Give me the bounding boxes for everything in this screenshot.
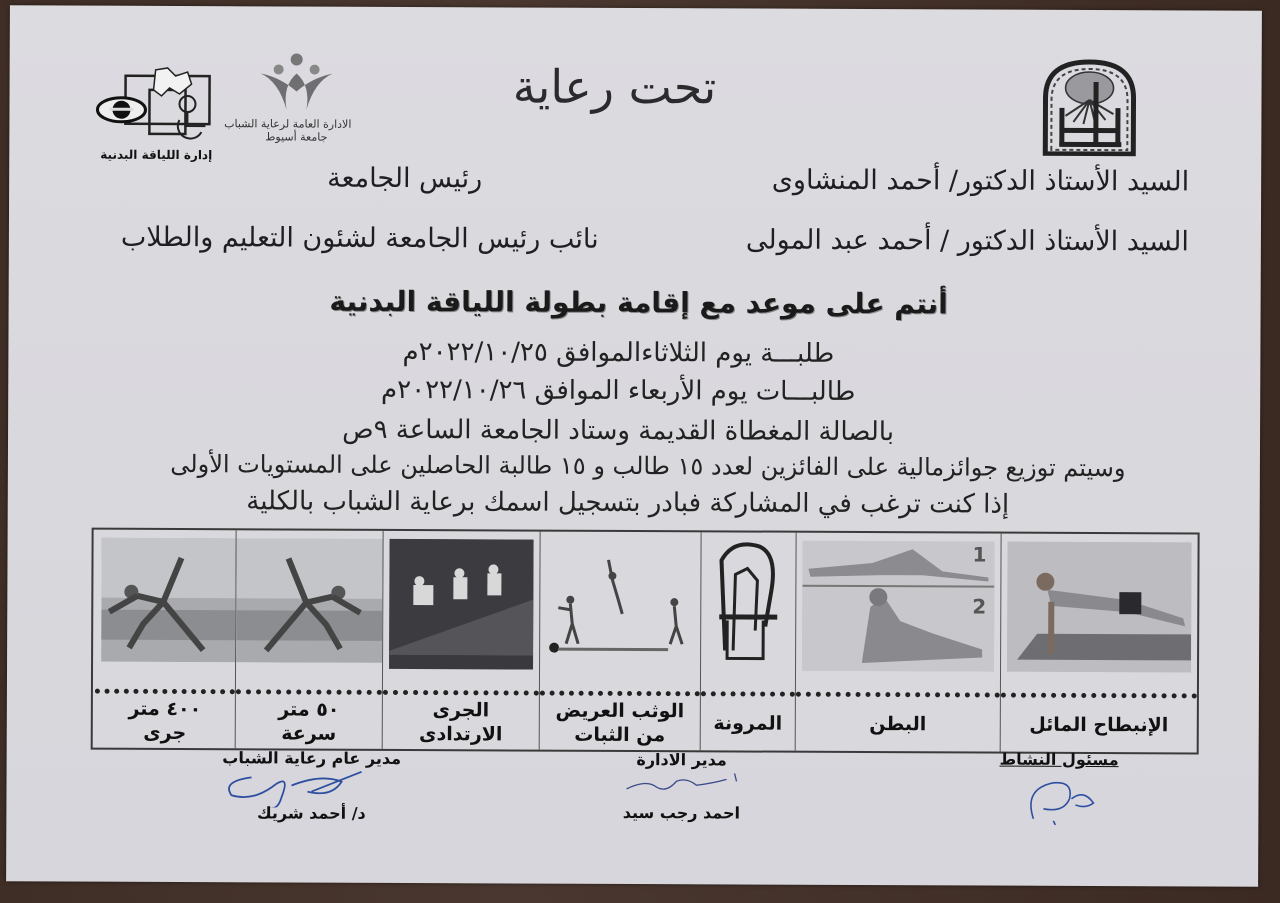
signature-block-activity: [999, 750, 1119, 834]
standing-long-jump-drawing: [546, 540, 695, 671]
sit-ups-photo: [802, 541, 995, 672]
activity-label-long-jump: الوثب العريض من الثبات: [555, 699, 685, 747]
activity-cell-50m-sprint: [235, 530, 383, 749]
activity-cell-long-jump: [539, 532, 701, 751]
patron-1-role: رئيس الجامعة: [327, 162, 483, 195]
page-title: تحت رعاية: [512, 59, 717, 115]
signature-block-admin: [606, 750, 756, 823]
activity-cell-situps: [795, 533, 1001, 752]
signature-block-general-director: [196, 748, 426, 823]
signature-title: مدير عام رعاية الشباب: [222, 748, 402, 768]
sprint-start-photo-mirrored: [101, 538, 236, 669]
sprint-start-photo: [236, 538, 383, 669]
handwritten-signature-icon: [1014, 769, 1104, 829]
signature-title: مسئول النشاط: [999, 749, 1119, 770]
push-up-plank-photo: [1007, 542, 1192, 673]
shuttle-run-photo: [389, 539, 534, 670]
handwritten-signature-icon: [211, 767, 411, 808]
activity-cell-400m-run: [95, 530, 236, 749]
activity-cell-shuttle-run: [382, 531, 540, 750]
activity-label-400m-run: ٤٠٠ متر جرى: [128, 697, 202, 745]
activity-cell-pushup: [1000, 534, 1198, 753]
activity-label-shuttle-run: الجرى الارتدادى: [419, 699, 503, 746]
activities-table: [91, 528, 1200, 755]
youth-care-logo-line1: الادارة العامة لرعاية الشباب: [224, 117, 352, 131]
youth-care-logo-icon: [224, 51, 352, 161]
certificate-paper: [6, 5, 1262, 886]
physical-fitness-logo-icon: [95, 66, 217, 167]
assiut-university-logo-icon: [1039, 58, 1139, 156]
announcement-line-register: إذا كنت ترغب في المشاركة فبادر بتسجيل اسمك برعاية الشباب بالكلية: [246, 486, 1010, 520]
signature-title: مدير الادارة: [636, 750, 727, 770]
activity-label-50m-sprint: ٥٠ متر سرعة: [278, 698, 340, 745]
announcement-line-boys: طلبـــة يوم الثلاثاءالموافق ٢٠٢٢/١٠/٢٥م: [402, 336, 835, 369]
fitness-logo-caption: إدارة اللياقة البدنية: [100, 147, 213, 163]
activity-label-flexibility: المرونة: [713, 712, 783, 735]
announcement-line-venue: بالصالة المغطاة القديمة وستاد الجامعة الساعة ٩ص: [342, 414, 895, 448]
youth-care-logo-line2: جامعة أسيوط: [265, 130, 328, 144]
svg-text:2: 2: [972, 594, 987, 619]
patron-2-role: نائب رئيس الجامعة لشئون التعليم والطلاب: [120, 221, 599, 255]
announcement-line-girls: طالبـــات يوم الأربعاء الموافق ٢٠٢٢/١٠/٢٦م: [381, 374, 856, 407]
announcement-line-prizes: وسيتم توزيع جوائزمالية على الفائزين لعدد ١٥ طالب و ١٥ طالبة الحاصلين على المستويات الأولى: [170, 449, 1126, 483]
announcement-headline: أنتم على موعد مع إقامة بطولة اللياقة البدنية: [329, 284, 948, 321]
activity-label-situps: البطن: [869, 713, 927, 736]
patron-2-name: السيد الأستاذ الدكتور / أحمد عبد المولى: [745, 224, 1189, 258]
patron-1-name: السيد الأستاذ الدكتور/ أحمد المنشاوى: [771, 164, 1190, 198]
signature-name: د/ أحمد شريك: [256, 803, 366, 823]
activity-cell-flexibility: [700, 532, 796, 750]
handwritten-signature-icon: [616, 769, 746, 800]
signature-name: احمد رجب سيد: [622, 802, 741, 823]
svg-text:1: 1: [972, 542, 987, 567]
activity-label-pushup: الإنبطاح المائل: [1029, 713, 1169, 737]
flexibility-reach-drawing: [707, 540, 790, 670]
